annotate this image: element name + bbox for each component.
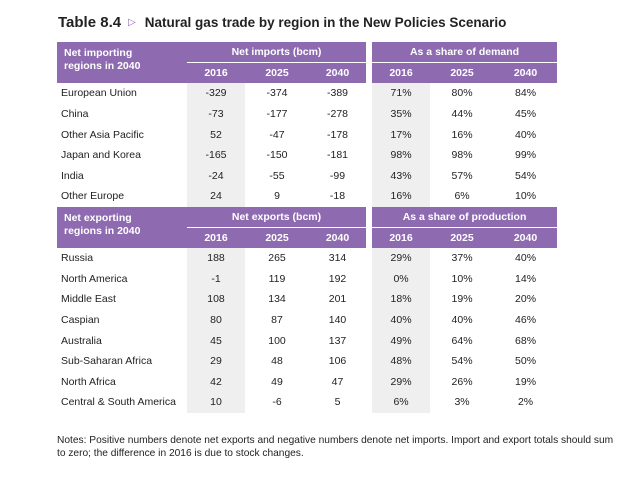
table-number: Table 8.4 <box>58 13 122 31</box>
trade-value: 265 <box>268 252 286 265</box>
table-row <box>57 166 557 187</box>
trade-value: 52 <box>187 124 245 145</box>
share-value: 29% <box>372 248 430 269</box>
region-name: China <box>61 108 89 121</box>
year-header: 2016 <box>372 63 430 84</box>
share-value: 98% <box>372 145 430 166</box>
share-value: 0% <box>372 269 430 290</box>
table-row <box>57 186 557 207</box>
share-value: 10% <box>451 272 473 285</box>
import-row-label-header: Net importing regions in 2040 <box>57 42 187 83</box>
share-value: 19% <box>515 375 537 388</box>
share-value: 3% <box>454 396 470 409</box>
share-value: 98% <box>451 149 473 162</box>
share-value: 44% <box>451 108 473 121</box>
region-name: European Union <box>61 87 137 100</box>
region-name: Other Asia Pacific <box>61 128 144 141</box>
share-value: 68% <box>515 334 537 347</box>
share-value: 26% <box>451 375 473 388</box>
year-header: 2025 <box>245 63 309 84</box>
trade-value: 314 <box>328 252 347 265</box>
share-value: 64% <box>451 334 473 347</box>
trade-value: 29 <box>187 351 245 372</box>
year-header: 2016 <box>372 227 430 248</box>
triangle-arrow-icon: ▷ <box>128 16 136 28</box>
trade-value: 106 <box>328 355 347 368</box>
year-header: 2040 <box>309 227 366 248</box>
share-value: 6% <box>372 392 430 413</box>
trade-value: 100 <box>268 334 286 347</box>
trade-value: 134 <box>268 293 286 306</box>
region-name: Other Europe <box>61 190 125 203</box>
share-value: 71% <box>372 83 430 104</box>
share-value: 40% <box>451 314 473 327</box>
trade-value: 45 <box>187 330 245 351</box>
region-name: Russia <box>61 252 94 265</box>
share-value: 48% <box>372 351 430 372</box>
trade-value: -165 <box>187 145 245 166</box>
region-name: Middle East <box>61 293 116 306</box>
trade-value: 47 <box>331 375 344 388</box>
region-name: India <box>61 169 84 182</box>
year-header: 2025 <box>430 227 494 248</box>
year-header: 2025 <box>430 63 494 84</box>
trade-value: 140 <box>328 314 347 327</box>
share-value: 14% <box>515 272 537 285</box>
trade-value: -47 <box>269 128 285 141</box>
table-row <box>57 124 557 145</box>
year-header: 2016 <box>187 63 245 84</box>
trade-value: -6 <box>272 396 282 409</box>
trade-value: -374 <box>266 87 288 100</box>
trade-value: -329 <box>187 83 245 104</box>
table-row <box>57 392 557 413</box>
trade-value: 87 <box>271 314 283 327</box>
import-header-row <box>57 42 557 63</box>
trade-value: -181 <box>327 149 349 162</box>
trade-value: -177 <box>266 108 288 121</box>
trade-value: 192 <box>328 272 347 285</box>
net-imports-header: Net imports (bcm) <box>187 42 366 63</box>
export-row-label-header: Net exporting regions in 2040 <box>57 207 187 248</box>
trade-value: -278 <box>327 108 349 121</box>
share-value: 57% <box>451 169 473 182</box>
region-name: North Africa <box>61 375 116 388</box>
trade-value: -24 <box>187 166 245 187</box>
share-value: 40% <box>515 252 537 265</box>
trade-value: -18 <box>329 190 346 203</box>
share-value: 18% <box>372 289 430 310</box>
region-name: Caspian <box>61 314 100 327</box>
export-section <box>57 207 557 413</box>
share-value: 40% <box>372 310 430 331</box>
trade-value: -150 <box>266 149 288 162</box>
trade-value: 49 <box>271 375 283 388</box>
trade-value: 5 <box>334 396 341 409</box>
table-caption: Natural gas trade by region in the New Policies Scenario <box>144 14 507 30</box>
share-value: 6% <box>454 190 470 203</box>
table-row <box>57 351 557 372</box>
trade-value: -55 <box>269 169 285 182</box>
year-header: 2040 <box>309 63 366 84</box>
trade-value: -389 <box>327 87 349 100</box>
export-header-row <box>57 207 557 228</box>
share-value: 35% <box>372 104 430 125</box>
table-row <box>57 145 557 166</box>
table-title <box>58 11 506 33</box>
trade-value: 10 <box>187 392 245 413</box>
trade-value: 9 <box>274 190 280 203</box>
share-value: 10% <box>515 190 537 203</box>
region-name: Central & South America <box>61 396 176 409</box>
table-row <box>57 330 557 351</box>
trade-value: 108 <box>187 289 245 310</box>
table-notes: Notes: Positive numbers denote net exports and negative numbers denote net imports. Import and export totals should sum to zero; the difference in 2016 is due to stock changes. <box>57 435 614 459</box>
region-name: Australia <box>61 334 102 347</box>
year-header: 2040 <box>494 63 557 84</box>
table-row <box>57 248 557 269</box>
gas-trade-table <box>57 42 557 413</box>
table-row <box>57 372 557 393</box>
import-section <box>57 42 557 207</box>
trade-value: 201 <box>328 293 347 306</box>
share-value: 45% <box>515 108 537 121</box>
share-of-demand-header: As a share of demand <box>372 42 557 63</box>
trade-value: 188 <box>187 248 245 269</box>
table-row <box>57 104 557 125</box>
trade-value: 24 <box>187 186 245 207</box>
share-value: 49% <box>372 330 430 351</box>
trade-value: 119 <box>268 272 286 285</box>
share-value: 50% <box>515 355 537 368</box>
trade-value: -73 <box>187 104 245 125</box>
trade-value: -178 <box>327 128 349 141</box>
share-value: 54% <box>515 169 537 182</box>
year-header: 2016 <box>187 227 245 248</box>
share-of-production-header: As a share of production <box>372 207 557 228</box>
region-name: North America <box>61 272 128 285</box>
share-value: 16% <box>451 128 473 141</box>
share-value: 43% <box>372 166 430 187</box>
share-value: 54% <box>451 355 473 368</box>
share-value: 40% <box>515 128 537 141</box>
share-value: 46% <box>515 314 537 327</box>
share-value: 99% <box>515 149 537 162</box>
share-value: 29% <box>372 372 430 393</box>
region-name: Japan and Korea <box>61 149 141 162</box>
share-value: 20% <box>515 293 537 306</box>
region-name: Sub-Saharan Africa <box>61 355 153 368</box>
share-value: 80% <box>451 87 473 100</box>
share-value: 17% <box>372 124 430 145</box>
share-value: 16% <box>372 186 430 207</box>
share-value: 19% <box>451 293 473 306</box>
trade-value: 42 <box>187 372 245 393</box>
net-exports-header: Net exports (bcm) <box>187 207 366 228</box>
share-value: 37% <box>451 252 473 265</box>
table-row <box>57 310 557 331</box>
table-row <box>57 83 557 104</box>
share-value: 84% <box>515 87 537 100</box>
table-row <box>57 269 557 290</box>
table-row <box>57 289 557 310</box>
year-header: 2040 <box>494 227 557 248</box>
trade-value: 137 <box>328 334 347 347</box>
trade-value: -99 <box>329 169 346 182</box>
year-header: 2025 <box>245 227 309 248</box>
trade-value: 80 <box>187 310 245 331</box>
share-value: 2% <box>517 396 534 409</box>
trade-value: 48 <box>271 355 283 368</box>
trade-value: -1 <box>187 269 245 290</box>
